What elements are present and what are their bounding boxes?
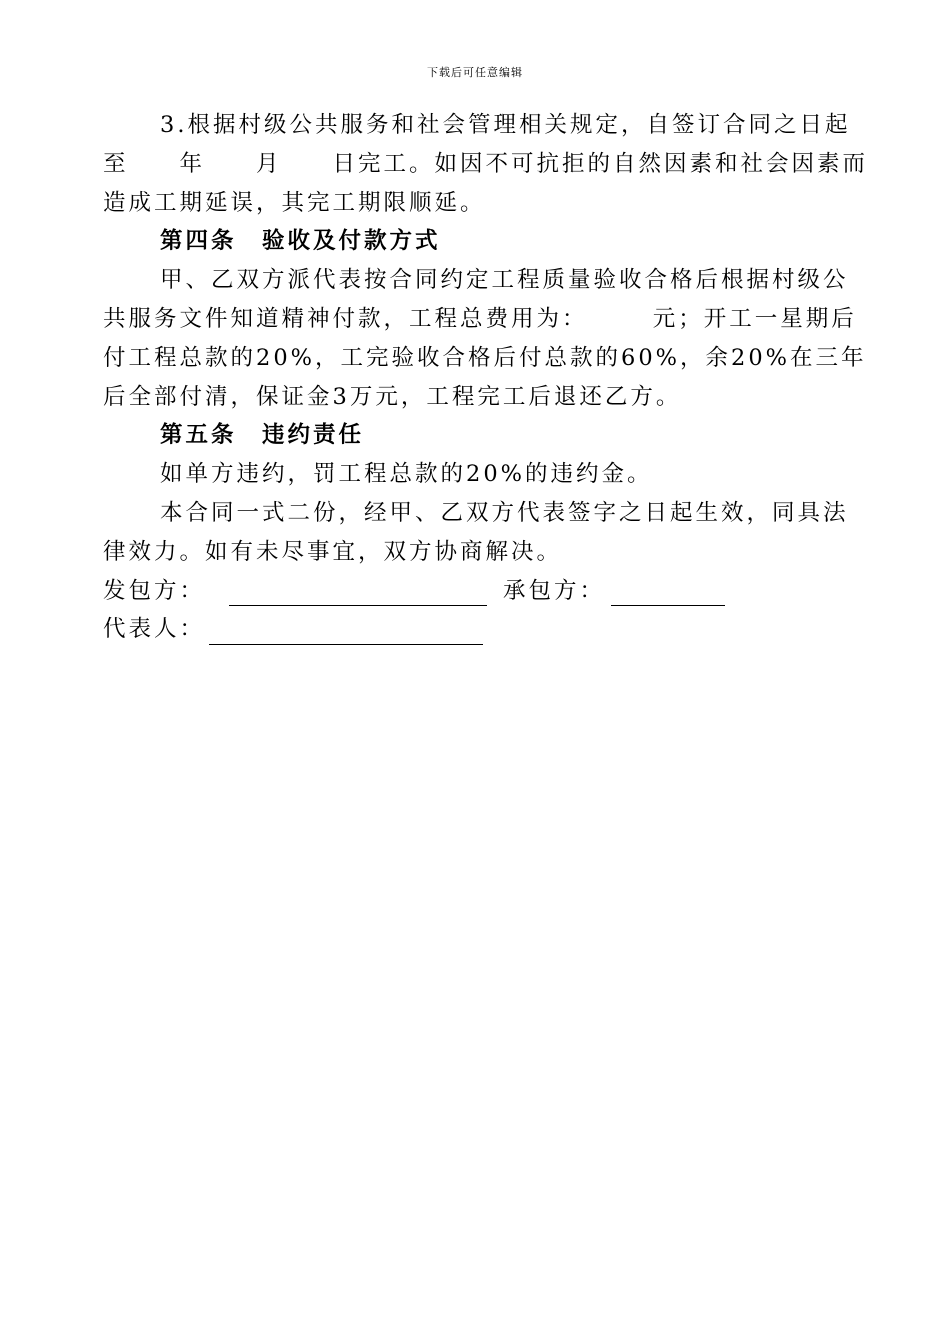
clause-validity: 本合同一式二份，经甲、乙双方代表签字之日起生效，同具法律效力。如有未尽事宜，双方协商解决。 bbox=[103, 499, 849, 565]
clause-penalty: 如单方违约，罚工程总款的20%的违约金。 bbox=[160, 461, 653, 488]
representative-signature-line bbox=[209, 616, 483, 645]
signature-row-parties bbox=[103, 572, 869, 611]
party-b-label: 承包方： bbox=[503, 577, 606, 604]
contract-body bbox=[103, 106, 869, 649]
party-a-signature-line bbox=[229, 577, 487, 606]
article-five-heading: 第五条 违约责任 bbox=[160, 422, 365, 449]
clause-completion-date: 3.根据村级公共服务和社会管理相关规定，自签订合同之日起至 年 月 日完工。如因不可抗拒的自然因素和社会因素而造成工期延误，其完工期限顺延。 bbox=[103, 112, 869, 216]
page-header: 下载后可任意编辑 bbox=[427, 66, 523, 79]
clause-payment: 甲、乙双方派代表按合同约定工程质量验收合格后根据村级公共服务文件知道精神付款，工程总费用为： 元；开工一星期后付工程总款的20%，工完验收合格后付总款的60%，余20%在三年后全部付清，保证金3万元，工程完工后退还乙方。 bbox=[103, 267, 867, 410]
signature-row-representative bbox=[103, 610, 869, 649]
party-a-label: 发包方： bbox=[103, 577, 206, 604]
party-b-signature-line bbox=[611, 577, 725, 606]
article-four-heading: 第四条 验收及付款方式 bbox=[160, 228, 441, 255]
representative-label: 代表人： bbox=[103, 616, 206, 643]
